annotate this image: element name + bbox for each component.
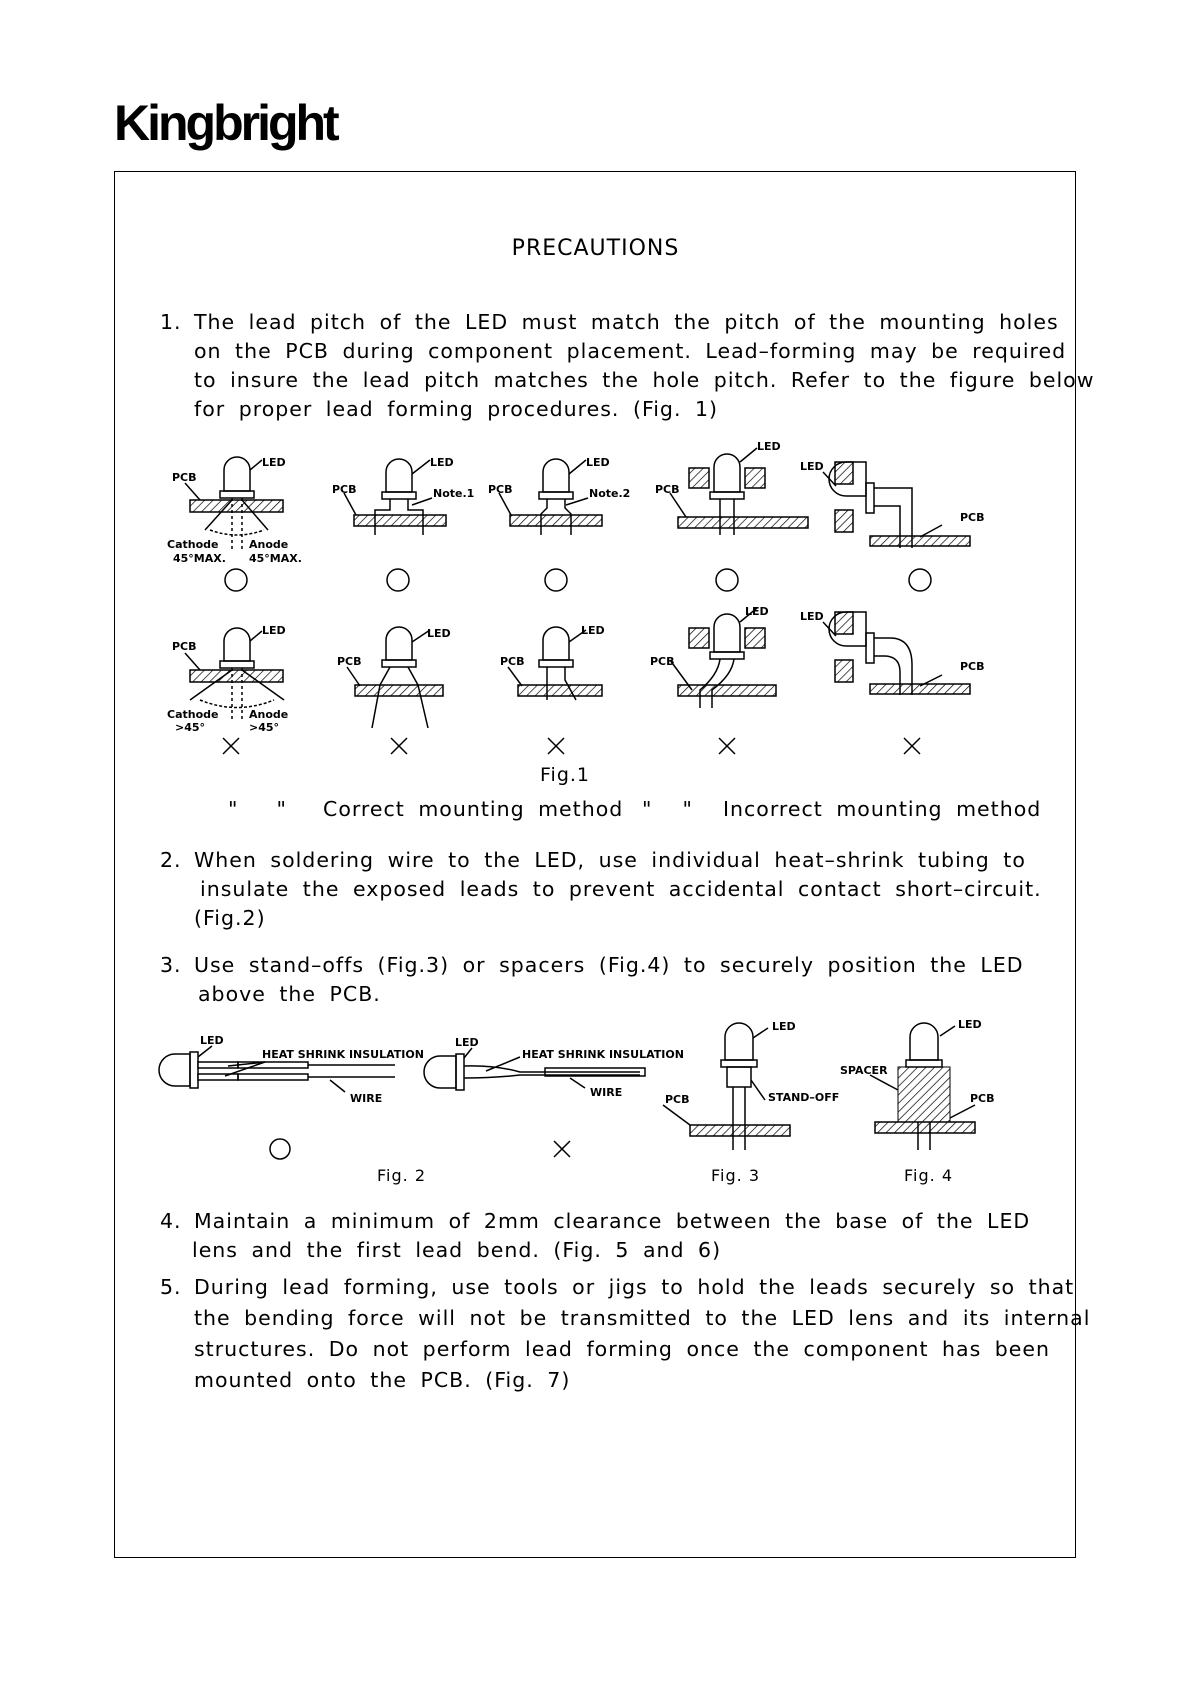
legend-correct [228,797,287,821]
item-3-line-1: Use stand–offs (Fig.3) or spacers (Fig.4) to securely position the LED [194,953,1024,977]
fig3-label-pcb: PCB [665,1093,690,1106]
fig4-label-led: LED [958,1018,982,1031]
fig1-label-pcb-5: PCB [960,511,985,524]
fig1-label-cathode-2: Cathode [167,708,219,721]
item-5-line-3: structures. Do not perform lead forming once the component has been [194,1337,1051,1361]
item-1-line-4: for proper lead forming procedures. (Fig. 1) [194,397,719,421]
fig3-standoff-assembly [663,1023,790,1150]
fig1-label-anode-2: Anode [249,708,289,721]
fig1-label-pcb-2: PCB [332,483,357,496]
fig3-label-standoff: STAND–OFF [768,1091,840,1104]
fig1-label-led-4: LED [757,440,781,453]
fig1-caption: Fig.1 [540,764,591,786]
fig1-label-led-3: LED [586,456,610,469]
fig1-led-splayed-incorrect [347,627,443,728]
fig1-label-led-10: LED [800,610,824,623]
item-4-line-1: Maintain a minimum of 2mm clearance between the base of the LED [194,1209,1031,1233]
item-2 [160,846,1042,933]
fig1-label-cathode-gt: >45° [175,721,206,734]
fig2-label-heat-shrink-2: HEAT SHRINK INSULATION [522,1048,684,1061]
fig1-led-through-board-correct [670,448,808,535]
fig1-label-note1: Note.1 [433,487,475,500]
fig1-label-led-5: LED [800,460,824,473]
item-5-number: 5. [160,1275,182,1299]
legend-correct-quote-open: " [228,797,239,821]
fig1-label-cathode-max: 45°MAX. [173,552,226,565]
item-1-line-3: to insure the lead pitch matches the hole pitch. Refer to the figure below [194,368,1095,392]
fig1-label-led-9: LED [745,605,769,618]
item-4 [160,1207,1030,1265]
fig2-caption: Fig. 2 [377,1166,426,1185]
item-2-line-2: insulate the exposed leads to prevent accidental contact short–circuit. [200,877,1042,901]
fig1-led-straight-correct [185,457,283,550]
fig1-label-led-2: LED [430,456,454,469]
fig1-label-led-7: LED [427,627,451,640]
fig1-correct-mark-3 [545,569,567,591]
item-1-line-2: on the PCB during component placement. Lead–forming may be required [194,339,1067,363]
fig1-label-cathode-1: Cathode [167,538,219,551]
fig2-label-led-2: LED [455,1036,479,1049]
fig1-label-anode-max: 45°MAX. [249,552,302,565]
fig1-label-pcb-4: PCB [655,483,680,496]
fig1-incorrect-mark-3 [548,738,564,754]
item-5-line-2: the bending force will not be transmitted to the LED lens and its internal [194,1306,1091,1330]
legend-incorrect-quote-close: " [682,797,693,821]
fig1-label-anode-1: Anode [249,538,289,551]
fig1-label-pcb-6: PCB [172,640,197,653]
fig2-label-wire-2: WIRE [590,1086,623,1099]
fig1-label-pcb-7: PCB [337,655,362,668]
fig4-label-spacer: SPACER [840,1064,888,1077]
item-1-number: 1. [160,310,182,334]
fig2-label-led-1: LED [200,1034,224,1047]
fig2-label-wire-1: WIRE [350,1092,383,1105]
legend-incorrect-quote-open: " [642,797,653,821]
legend-correct-text: Correct mounting method [323,797,624,821]
fig1-drawing [0,0,1191,780]
item-4-number: 4. [160,1209,182,1233]
fig1-led-right-angle-incorrect [823,612,970,695]
fig234-drawing [0,1000,1191,1180]
fig1-label-pcb-10: PCB [960,660,985,673]
fig1-label-pcb-8: PCB [500,655,525,668]
fig4-label-pcb: PCB [970,1092,995,1105]
item-5-line-1: During lead forming, use tools or jigs to hold the leads securely so that [194,1275,1075,1299]
fig3-caption: Fig. 3 [711,1166,760,1185]
fig1-label-anode-gt: >45° [249,721,280,734]
item-3-number: 3. [160,953,182,977]
fig1-incorrect-mark-1 [223,738,239,754]
item-2-line-1: When soldering wire to the LED, use individual heat–shrink tubing to [194,848,1026,872]
fig1-label-note2: Note.2 [589,487,631,500]
fig4-spacer-assembly [870,1023,975,1150]
brand-logo: Kingbright [114,95,337,151]
item-5-line-4: mounted onto the PCB. (Fig. 7) [194,1368,571,1392]
fig2-correct-mark [270,1139,290,1159]
fig1-incorrect-mark-2 [391,738,407,754]
legend-incorrect-text: Incorrect mounting method [723,797,1042,821]
item-2-number: 2. [160,848,182,872]
fig1-label-pcb-9: PCB [650,655,675,668]
fig1-correct-mark-5 [909,569,931,591]
legend-incorrect [642,797,693,821]
fig1-led-formed-note1 [344,459,446,535]
fig2-incorrect-mark [554,1141,570,1157]
fig1-label-pcb-1: PCB [172,471,197,484]
fig1-led-through-board-incorrect [670,608,776,708]
fig1-label-led-1: LED [262,456,286,469]
item-2-line-3: (Fig.2) [194,906,266,930]
fig1-led-right-angle-correct [823,462,970,548]
fig1-correct-mark-4 [716,569,738,591]
item-1-line-1: The lead pitch of the LED must match the pitch of the mounting holes [194,310,1059,334]
fig1-label-pcb-3: PCB [488,483,513,496]
fig4-caption: Fig. 4 [904,1166,953,1185]
fig3-label-led: LED [772,1020,796,1033]
fig1-label-led-6: LED [262,624,286,637]
page-title: PRECAUTIONS [511,236,680,261]
fig1-led-formed-note2 [499,459,602,535]
fig1-label-led-8: LED [581,624,605,637]
fig1-correct-mark-2 [387,569,409,591]
fig2-label-heat-shrink-1: HEAT SHRINK INSULATION [262,1048,424,1061]
item-3-line-2: above the PCB. [198,982,381,1006]
item-4-line-2: lens and the first lead bend. (Fig. 5 and 6) [192,1238,722,1262]
fig1-incorrect-mark-4 [719,738,735,754]
item-5 [160,1272,1090,1396]
legend-correct-quote-close: " [276,797,287,821]
fig1-correct-mark-1 [225,569,247,591]
fig1-led-wide-angle-incorrect [185,628,284,720]
fig1-incorrect-mark-5 [904,738,920,754]
